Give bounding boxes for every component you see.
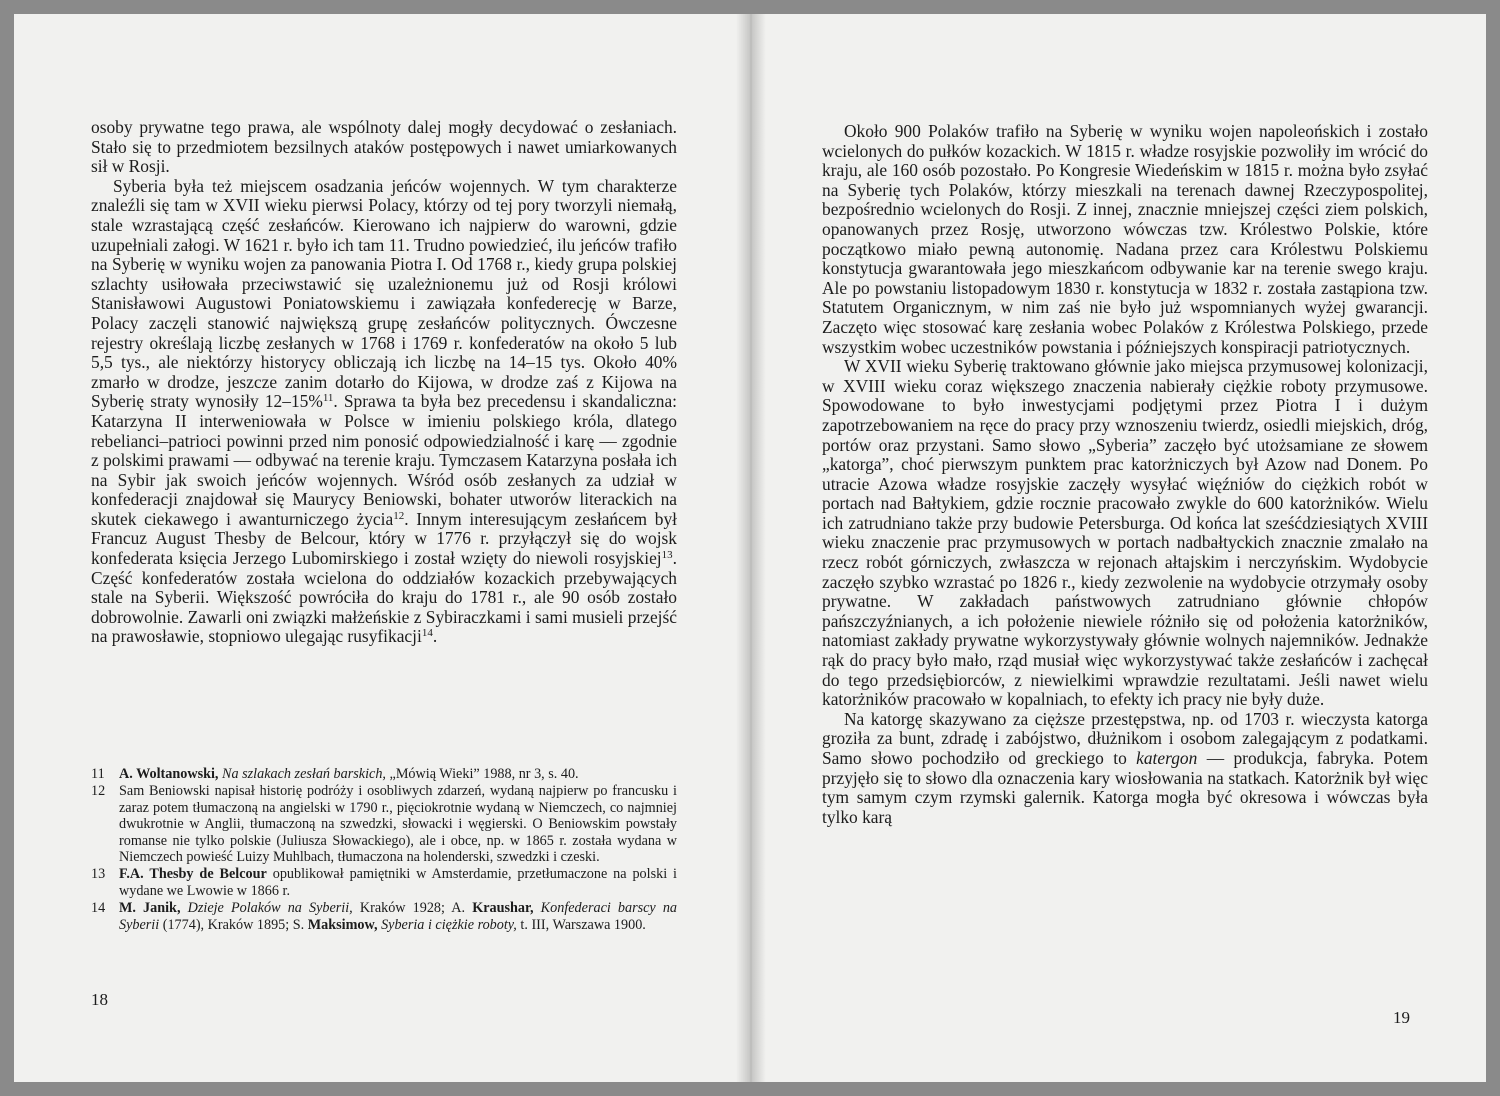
footnote: 13 F.A. Thesby de Belcour opublikował pamiętniki w Amsterdamie, przetłumaczone na polski i wydane we Lwowie w 1866 r. [91,866,677,899]
footnote-ref[interactable]: 14 [421,627,433,640]
footnote: 12 Sam Beniowski napisał historię podróży i osobliwych zdarzeń, wydaną najpierw po francusku i zaraz potem tłumaczoną na angielski w 1790 r., pięciokrotnie wydaną w Niemczech, co najmniej dwukrotnie w Anglii, tłumaczoną na szwedzki, słowacki i węgierski. O Beniowskim powstały romanse nie tylko polskie (Juliusza Słowackiego), ale i obce, np. w 1865 r. została wydana w Niemczech powieść Luizy Muhlbach, tłumaczona na holenderski, szwedzki i czeski. [91,783,677,866]
paragraph: osoby prywatne tego prawa, ale wspólnoty dalej mogły decydować o zesłaniach. Stało się to przedmiotem bezsilnych ataków postępowych i nawet umiarkowanych sił w Rosji. [91,117,677,177]
book-spread [14,14,1486,1082]
footnote-ref[interactable]: 11 [322,392,334,405]
paragraph: W XVII wieku Syberię traktowano głównie jako miejsca przymusowej kolonizacji, w XVIII wieku coraz większego znaczenia nabierały ciężkie roboty przymusowe. Spowodowane to było inwestycjami podjętymi przez Piotra I i dużym zapotrzebowaniem na ręce do pracy przy wznoszeniu twierdz, osiedli miejskich, dróg, portów oraz przystani. Samo słowo „Syberia” zaczęło być utożsamiane ze słowem „katorga”, choć pierwszym punktem prac katorżniczych był Azow nad Donem. Po utracie Azowa władze rosyjskie zaczęły wysyłać więźniów do ciężkich robót w portach nad Bałtykiem, gdzie rocznie pracowało zwykle do 600 katorżników. Wielu ich zatrudniano także przy budowie Petersburga. Od końca lat sześćdziesiątych XVIII wieku znaczenie prac przymusowych w portach nadbałtyckich znacznie zmalało na rzecz robót górniczych, zwłaszcza w rejonach ałtajskim i nerczyńskim. Wydobycie zaczęło szybko wzrastać po 1826 r., kiedy zezwolenie na wydobycie otrzymały osoby prywatne. W zakładach państwowych zatrudniano głównie chłopów pańszczyźnianych, a ich położenie niewiele różniło się od położenia katorżników, natomiast zakłady prywatne wykorzystywały głównie wolnych najemników. Jednakże rąk do pracy było mało, rząd musiał więc wykorzystywać także zesłańców i zachęcał do tego przedsiębiorców, z niewielkimi wprawdzie rezultatami. Jeśli nawet wielu katorżników pracowało w kopalniach, to efekty ich pracy nie były duże. [822,356,1428,710]
paragraph: Syberia była też miejscem osadzania jeńców wojennych. W tym charakterze znaleźli się tam w XVII wieku pierwsi Polacy, którzy od tej pory tworzyli niemałą, stale wzrastającą część zesłańców. Kierowano ich najpierw do warowni, gdzie uzupełniali załogi. W 1621 r. było ich tam 11. Trudno powiedzieć, ilu jeńców trafiło na Syberię w wyniku wojen za panowania Piotra I. Od 1768 r., kiedy grupa polskiej szlachty usiłowała przeciwstawić się uzależnionemu już od Rosji królowi Stanisławowi Augustowi Poniatowskiemu i zawiązała konfederecję w Barze, Polacy zaczęli stanowić największą grupę zesłańców politycznych. Ówczesne rejestry określają liczbę zesłanych w 1768 i 1769 r. konfederatów na około 5 lub 5,5 tys., ale niektórzy historycy obliczają ich liczbę na 14–15 tys. Około 40% zmarło w drodze, jeszcze zanim dotarło do Kijowa, w drodze zaś z Kijowa na Syberię straty wynosiły 12–15%$^{11}$. Sprawa ta była bez precedensu i skandaliczna: Katarzyna II interweniowała w Polsce w imieniu polskiego króla, dlatego rebelianci–patrioci powinni przed nim ponosić odpowiedzialność i karę — zgodnie z polskimi prawami — odbywać na terenie kraju. Tymczasem Katarzyna posłała ich na Sybir jak swoich jeńców wojennych. Wśród osób zesłanych za udział w konfederacji znajdował się Maurycy Beniowski, bohater utworów literackich na skutek ciekawego i awanturniczego życia$^{12}$. Innym interesującym zesłańcem był Francuz August Thesby de Belcour, który w 1776 r. przyłączył się do wojsk konfederata księcia Jerzego Lubomirskiego i został wzięty do niewoli rosyjskiej$^{13}$. Część konfederatów została wcielona do oddziałów kozackich przebywających stale na Syberii. Większość powróciła do kraju do 1781 r., ale 90 osób zostało dobrowolnie. Zawarli oni związki małżeńskie z Sybiraczkami i sami musieli przejść na prawosławie, stopniowo ulegając rusyfikacji$^{14}$. [91,175,678,647]
paragraph: Około 900 Polaków trafiło na Syberię w wyniku wojen napoleońskich i zostało wcielonych do pułków kozackich. W 1815 r. władze rosyjskie pozwoliły im wrócić do kraju, ale 160 osób pozostało. Po Kongresie Wiedeńskim w 1815 r. można było zsyłać na Syberię tych Polaków, którzy mieszkali na terenach dawnej Rzeczypospolitej, bezpośrednio wcielonych do Rosji. Z innej, znacznie mniejszej części ziem polskich, opanowanych przez Rosję, utworzono wówczas tzw. Królestwo Polskie, które początkowo miało pewną autonomię. Nadana przez cara Królestwu Polskiemu konstytucja gwarantowała jego mieszkańcom odbywanie kar na terenie swego kraju. Ale po powstaniu listopadowym 1830 r. konstytucja w 1832 r. została zastąpiona tzw. Statutem Organicznym, w nim zaś nie było już wspomnianych wyżej gwarancji. Zaczęto więc stosować karę zesłania wobec Polaków z Królestwa Polskiego, przede wszystkim wobec uczestników powstania i późniejszych konspiracji patriotycznych. [822,121,1428,357]
paragraph: Na katorgę skazywano za cięższe przestępstwa, np. od 1703 r. wieczysta katorga groziła za bunt, zdradę i zabójstwo, dłużnikom i osobom zalegającym z podatkami. Samo słowo pochodziło od greckiego to katergon — produkcja, fabryka. Potem przyjęło się to słowo dla oznaczenia kary wiosłowania na statkach. Katorżnik był więc tym samym czym rzymski galernik. Katorga mogła być okresowa i wówczas była tylko karą [822,708,1428,827]
page-number: 18 [91,990,108,1009]
footnote-ref[interactable]: 12 [393,509,405,522]
footnotes [91,766,677,934]
right-page [750,14,1486,1082]
right-body-text [822,122,1428,827]
footnote-ref[interactable]: 13 [661,549,673,562]
footnote: 11 A. Woltanowski, Na szlakach zesłań barskich, „Mówią Wieki” 1988, nr 3, s. 40. [91,766,579,782]
page-number: 19 [1393,1008,1410,1027]
left-body-text [91,118,677,647]
footnote: 14 M. Janik, Dzieje Polaków na Syberii, Kraków 1928; A. Kraushar, Konfederaci barscy na Syberii (1774), Kraków 1895; S. Maksimow, Syberia i ciężkie roboty, t. III, Warszawa 1900. [91,900,678,933]
left-page [14,14,750,1082]
